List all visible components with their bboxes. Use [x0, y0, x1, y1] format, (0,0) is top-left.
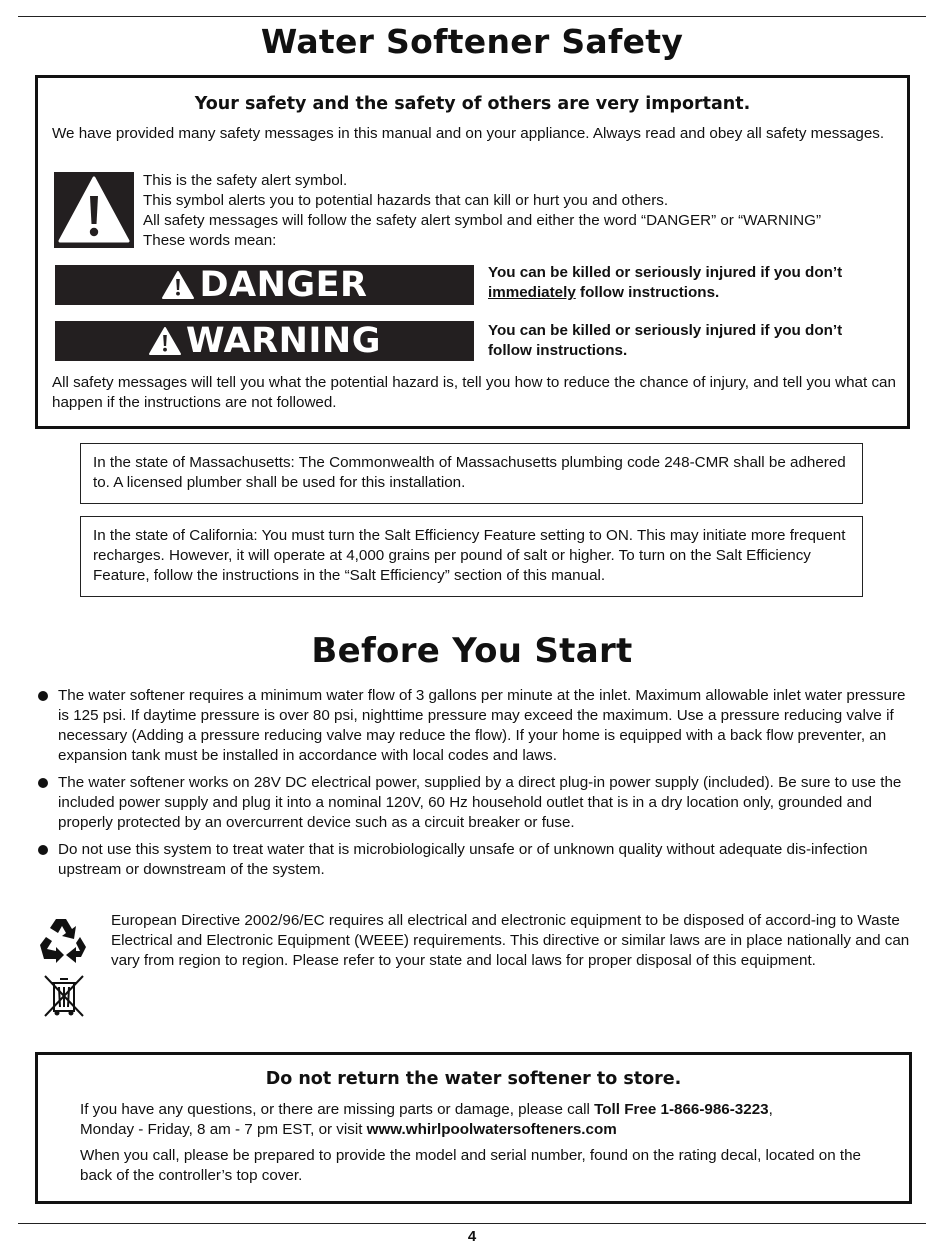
safety-heading: Your safety and the safety of others are very important. [194, 94, 751, 114]
list-item [38, 686, 910, 766]
list-item-text: The water softener requires a minimum water flow of 3 gallons per minute at the inlet. Maximum allowable inlet water pressure is 125 psi. If daytime pressure is over 80 psi, nighttime pressure may exceed the maximum. Use a pressure reducing valve if necessary (Adding a pressure reducing valve may reduce the flow). If your home is equipped with a back flow preventer, an expansion tank must be installed in accordance with local codes and laws. [58, 687, 906, 764]
weee-text: European Directive 2002/96/EC requires all electrical and electronic equipment to be disposed of accord-ing to Waste Electrical and Electronic Equipment (WEEE) requirements. This directive or similar laws are in place nationally and can vary from region to region. Please refer to your state and local laws for proper disposal of this equipment. [111, 912, 910, 969]
danger-signal [55, 265, 474, 305]
list-item-text: Do not use this system to treat water that is microbiologically unsafe or of unknown quality without adequate dis-infection upstream or downstream of the system. [58, 841, 868, 878]
danger-text-underline: immediately [488, 284, 576, 301]
danger-alert-icon [161, 270, 195, 300]
bullet-dot-icon [38, 845, 48, 855]
warning-signal [55, 321, 474, 361]
symbol-line: All safety messages will follow the safety alert symbol and either the word “DANGER” or “WARNING” [143, 212, 822, 229]
symbol-lines [143, 171, 903, 251]
list-item [38, 773, 910, 833]
website-link[interactable]: www.whirlpoolwatersofteners.com [366, 1121, 617, 1138]
page-title: Water Softener Safety [260, 22, 684, 61]
safety-intro: We have provided many safety messages in this manual and on your appliance. Always read and obey all safety messages. [52, 125, 885, 142]
list-item-text: The water softener works on 28V DC electrical power, supplied by a direct plug-in power supply (included). Be sure to use the included power supply and plug it into a nominal 120V, 60 Hz household outlet that is in a dry location only, grounded and properly protected by an overcurrent device such as a circuit breaker or fuse. [58, 774, 902, 831]
california-note: In the state of California: You must turn the Salt Efficiency Feature setting to ON. This may initiate more frequent recharges. However, it will operate at 4,000 grains per pound of salt or higher. To turn on the Salt Efficiency Feature, follow the instructions in the “Salt Efficiency” section of this manual. [93, 527, 846, 584]
massachusetts-note-box [80, 443, 863, 504]
massachusetts-note: In the state of Massachusetts: The Commonwealth of Massachusetts plumbing code 248-CMR shall be adhered to. A licensed plumber shall be used for this installation. [93, 454, 846, 491]
warning-text: You can be killed or seriously injured if you don’t follow instructions. [488, 322, 843, 359]
symbol-line: This is the safety alert symbol. [143, 172, 348, 189]
bullet-dot-icon [38, 778, 48, 788]
bullet-dot-icon [38, 691, 48, 701]
california-note-box [80, 516, 863, 597]
warning-alert-icon [148, 326, 182, 356]
top-rule [18, 16, 926, 17]
crossed-out-bin-icon [42, 973, 86, 1019]
list-item [38, 840, 910, 880]
danger-text-part: You can be killed or seriously injured if you don’t [488, 264, 843, 281]
store-heading: Do not return the water softener to store. [265, 1069, 682, 1089]
danger-text-part: follow instructions. [575, 284, 720, 301]
before-start-list [38, 686, 910, 887]
safety-alert-icon [54, 172, 134, 248]
page-number: 4 [467, 1228, 477, 1245]
bottom-rule [18, 1223, 926, 1224]
recycle-icon [36, 915, 92, 967]
symbol-line: These words mean: [143, 232, 277, 249]
store-box [35, 1052, 912, 1204]
contact-text: If you have any questions, or there are missing parts or damage, please call [80, 1101, 595, 1118]
danger-label: DANGER [199, 265, 368, 305]
danger-text [488, 263, 898, 303]
store-call-note: When you call, please be prepared to provide the model and serial number, found on the rating decal, located on the back of the controller’s top cover. [80, 1147, 861, 1184]
warning-label: WARNING [186, 321, 381, 361]
phone-number[interactable]: Toll Free 1-866-986-3223 [594, 1101, 769, 1118]
safety-box [35, 75, 910, 429]
safety-closing: All safety messages will tell you what the potential hazard is, tell you how to reduce the chance of injury, and tell you what can happen if the instructions are not followed. [52, 374, 896, 411]
contact-text: Monday - Friday, 8 am - 7 pm EST, or visit [80, 1121, 367, 1138]
contact-text: , [768, 1101, 773, 1118]
store-contact [80, 1100, 890, 1140]
symbol-line: This symbol alerts you to potential hazards that can kill or hurt you and others. [143, 192, 669, 209]
section-title: Before You Start [311, 631, 633, 671]
